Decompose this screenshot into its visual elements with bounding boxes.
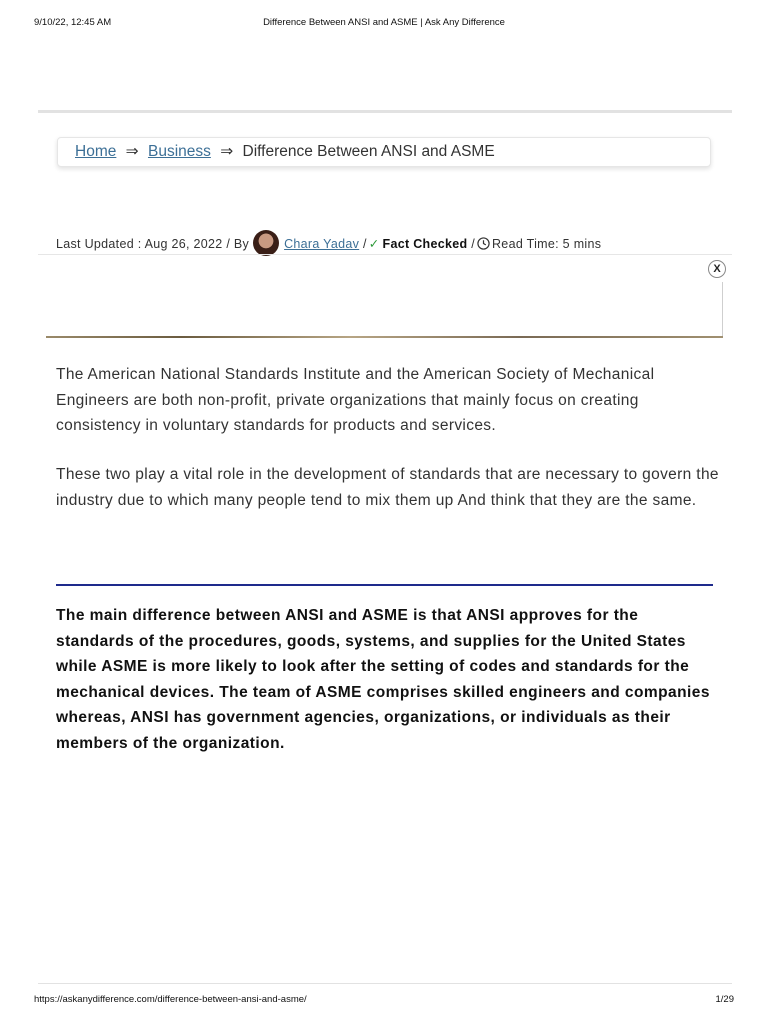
second-paragraph: These two play a vital role in the development of standards that are necessary to govern the industry due to which many people tend to mix them up And think that they are the same. [56, 466, 719, 509]
print-url: https://askanydifference.com/difference-between-ansi-and-asme/ [34, 994, 307, 1005]
clock-icon [477, 237, 490, 250]
print-page-number: 1/29 [715, 994, 734, 1005]
fact-checked-label: Fact Checked [382, 237, 468, 251]
print-header [0, 17, 768, 31]
print-date: 9/10/22, 12:45 AM [34, 17, 112, 28]
meta-separator: / [471, 237, 475, 251]
ad-frame-right [722, 282, 723, 338]
ad-frame-top [38, 254, 732, 255]
print-page-title: Difference Between ANSI and ASME | Ask Any Difference [263, 17, 505, 28]
intro-paragraph: The American National Standards Institute and the American Society of Mechanical Engineers are both non-profit, private organizations that mainly focus on creating consistency in voluntary standards for products and services. [56, 366, 655, 434]
print-footer [0, 994, 768, 1008]
breadcrumb [57, 137, 711, 167]
close-icon[interactable]: X [708, 260, 726, 278]
author-avatar[interactable] [253, 230, 279, 256]
footer-divider [38, 983, 732, 984]
key-difference-summary: The main difference between ANSI and ASME is that ANSI approves for the standards of the procedures, goods, systems, and supplies for the United States while ASME is more likely to look after the setting of codes and standards for the mechanical devices. The team of ASME comprises skilled engineers and companies whereas, ANSI has government agencies, organizations, or individuals as their members of the organization. [56, 607, 710, 752]
author-link[interactable]: Chara Yadav [284, 237, 360, 251]
article-meta [56, 232, 736, 256]
breadcrumb-current: Difference Between ANSI and ASME [242, 143, 495, 160]
read-time: Read Time: 5 mins [491, 237, 602, 251]
breadcrumb-business-link[interactable]: Business [147, 143, 211, 160]
top-divider [38, 110, 732, 113]
last-updated: Last Updated : Aug 26, 2022 / By [56, 237, 250, 251]
breadcrumb-separator: ⇒ [125, 143, 139, 160]
meta-separator: / [362, 237, 367, 251]
breadcrumb-separator: ⇒ [220, 143, 234, 160]
highlight-divider [56, 584, 713, 586]
ad-banner-strip [46, 336, 723, 338]
breadcrumb-home-link[interactable]: Home [75, 143, 117, 160]
check-icon: ✓ [368, 237, 380, 251]
